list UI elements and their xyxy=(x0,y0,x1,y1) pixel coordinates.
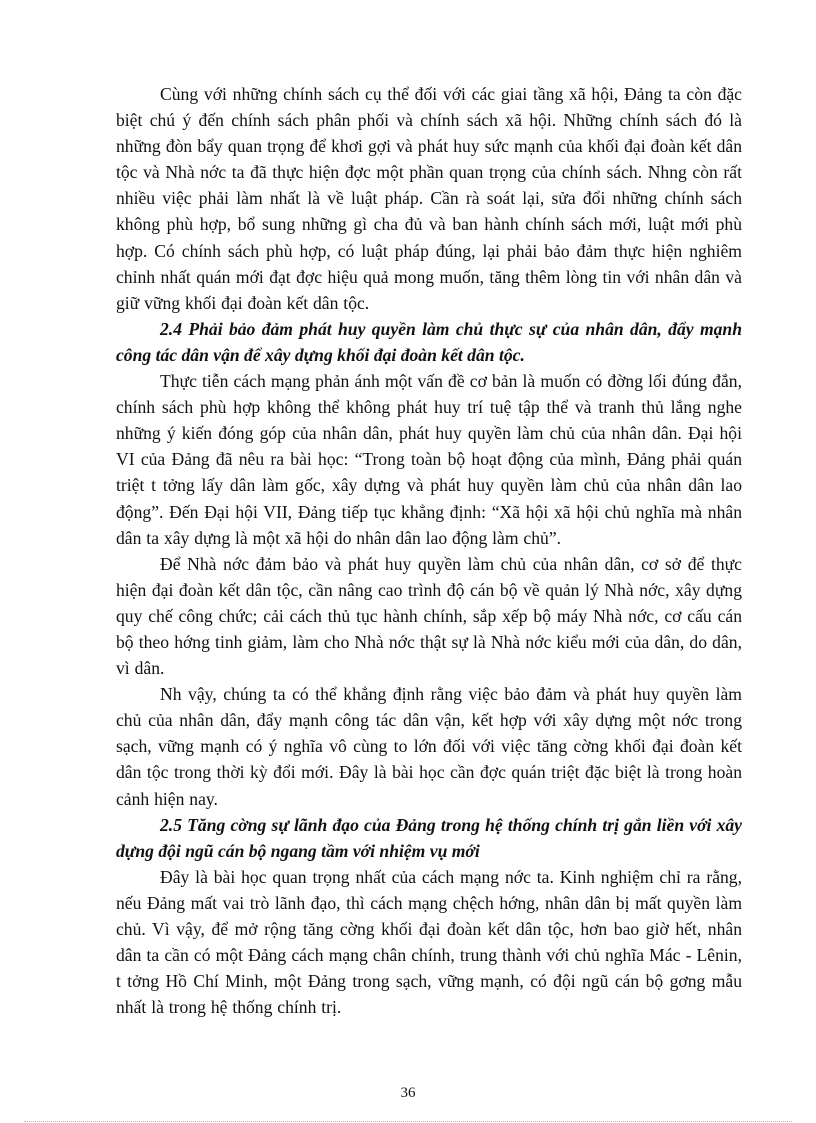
section-heading-2-5: 2.5 Tăng cờng sự lãnh đạo của Đảng trong hệ thống chính trị gắn liền với xây dựng đội ngũ cán bộ ngang tầm với nhiệm vụ mới xyxy=(116,814,742,861)
paragraph-party-leadership: Đây là bài học quan trọng nhất của cách mạng nớc ta. Kinh nghiệm chỉ ra rằng, nếu Đảng mất vai trò lãnh đạo, thì cách mạng chệch hớng, nhân dân bị mất quyền làm chủ. Vì vậy, để mở rộng tăng cờng khối đại đoàn kết dân tộc, hơn bao giờ hết, nhân dân ta cần có một Đảng cách mạng chân chính, trung thành với chủ nghĩa Mác - Lênin, t tởng Hồ Chí Minh, một Đảng trong sạch, vững mạnh, có đội ngũ cán bộ gơng mẫu nhất là trong hệ thống chính trị. xyxy=(116,866,742,1018)
paragraph-conclusion: Nh vậy, chúng ta có thể khẳng định rằng việc bảo đảm và phát huy quyền làm chủ của nhân dân, đẩy mạnh công tác dân vận, kết hợp với xây dựng một nớc trong sạch, vững mạnh có ý nghĩa vô cùng to lớn đối với việc tăng cờng khối đại đoàn kết dân tộc trong thời kỳ đổi mới. Đây là bài học cần đợc quán triệt đặc biệt là trong hoàn cảnh hiện nay. xyxy=(116,684,742,809)
section-heading-2-4: 2.4 Phải bảo đảm phát huy quyền làm chủ thực sự của nhân dân, đẩy mạnh công tác dân vận để xây dựng khối đại đoàn kết dân tộc. xyxy=(116,318,742,365)
paragraph-revolution-practice: Thực tiễn cách mạng phản ánh một vấn đề cơ bản là muốn có đờng lối đúng đắn, chính sách phù hợp không thể không phát huy trí tuệ tập thể và tranh thủ lắng nghe những ý kiến đóng góp của nhân dân, phát huy quyền làm chủ của nhân dân. Đại hội VI của Đảng đã nêu ra bài học: “Trong toàn bộ hoạt động của mình, Đảng phải quán triệt t tởng lấy dân làm gốc, xây dựng và phát huy quyền làm chủ của nhân dân lao động”. Đến Đại hội VII, Đảng tiếp tục khẳng định: “Xã hội xã hội chủ nghĩa mà nhân dân ta xây dựng là một xã hội do nhân dân lao động làm chủ”. xyxy=(116,371,742,548)
page-number: 36 xyxy=(400,1085,416,1101)
paragraph-distribution-policy: Cùng với những chính sách cụ thể đối với các giai tầng xã hội, Đảng ta còn đặc biệt chú ý đến chính sách phân phối và chính sách xã hội. Những chính sách đó là những đòn bẩy quan trọng để khơi gợi và phát huy sức mạnh của khối đại đoàn kết dân tộc và Nhà nớc ta đã thực hiện đợc một phần quan trọng của chính sách. Nhng còn rất nhiều việc phải làm nhất là về luật pháp. Cần rà soát lại, sửa đổi những chính sách không phù hợp, bổ sung những gì cha đủ và ban hành chính sách mới, luật mới phù hợp. Có chính sách phù hợp, có luật pháp đúng, lại phải bảo đảm thực hiện nghiêm chỉnh nhất quán mới đạt đợc hiệu quả mong muốn, tăng thêm lòng tin với nhân dân và giữ vững khối đại đoàn kết dân tộc. xyxy=(116,84,742,313)
page-bottom-rule xyxy=(24,1121,792,1122)
document-body xyxy=(116,81,742,1020)
paragraph-state-ownership: Để Nhà nớc đảm bảo và phát huy quyền làm chủ của nhân dân, cơ sở để thực hiện đại đoàn kết dân tộc, cần nâng cao trình độ cán bộ về quản lý Nhà nớc, xây dựng quy chế công chức; cải cách thủ tục hành chính, sắp xếp bộ máy Nhà nớc, cơ cấu cán bộ theo hớng tinh giảm, làm cho Nhà nớc thật sự là Nhà nớc kiểu mới của dân, do dân, vì dân. xyxy=(116,553,742,679)
